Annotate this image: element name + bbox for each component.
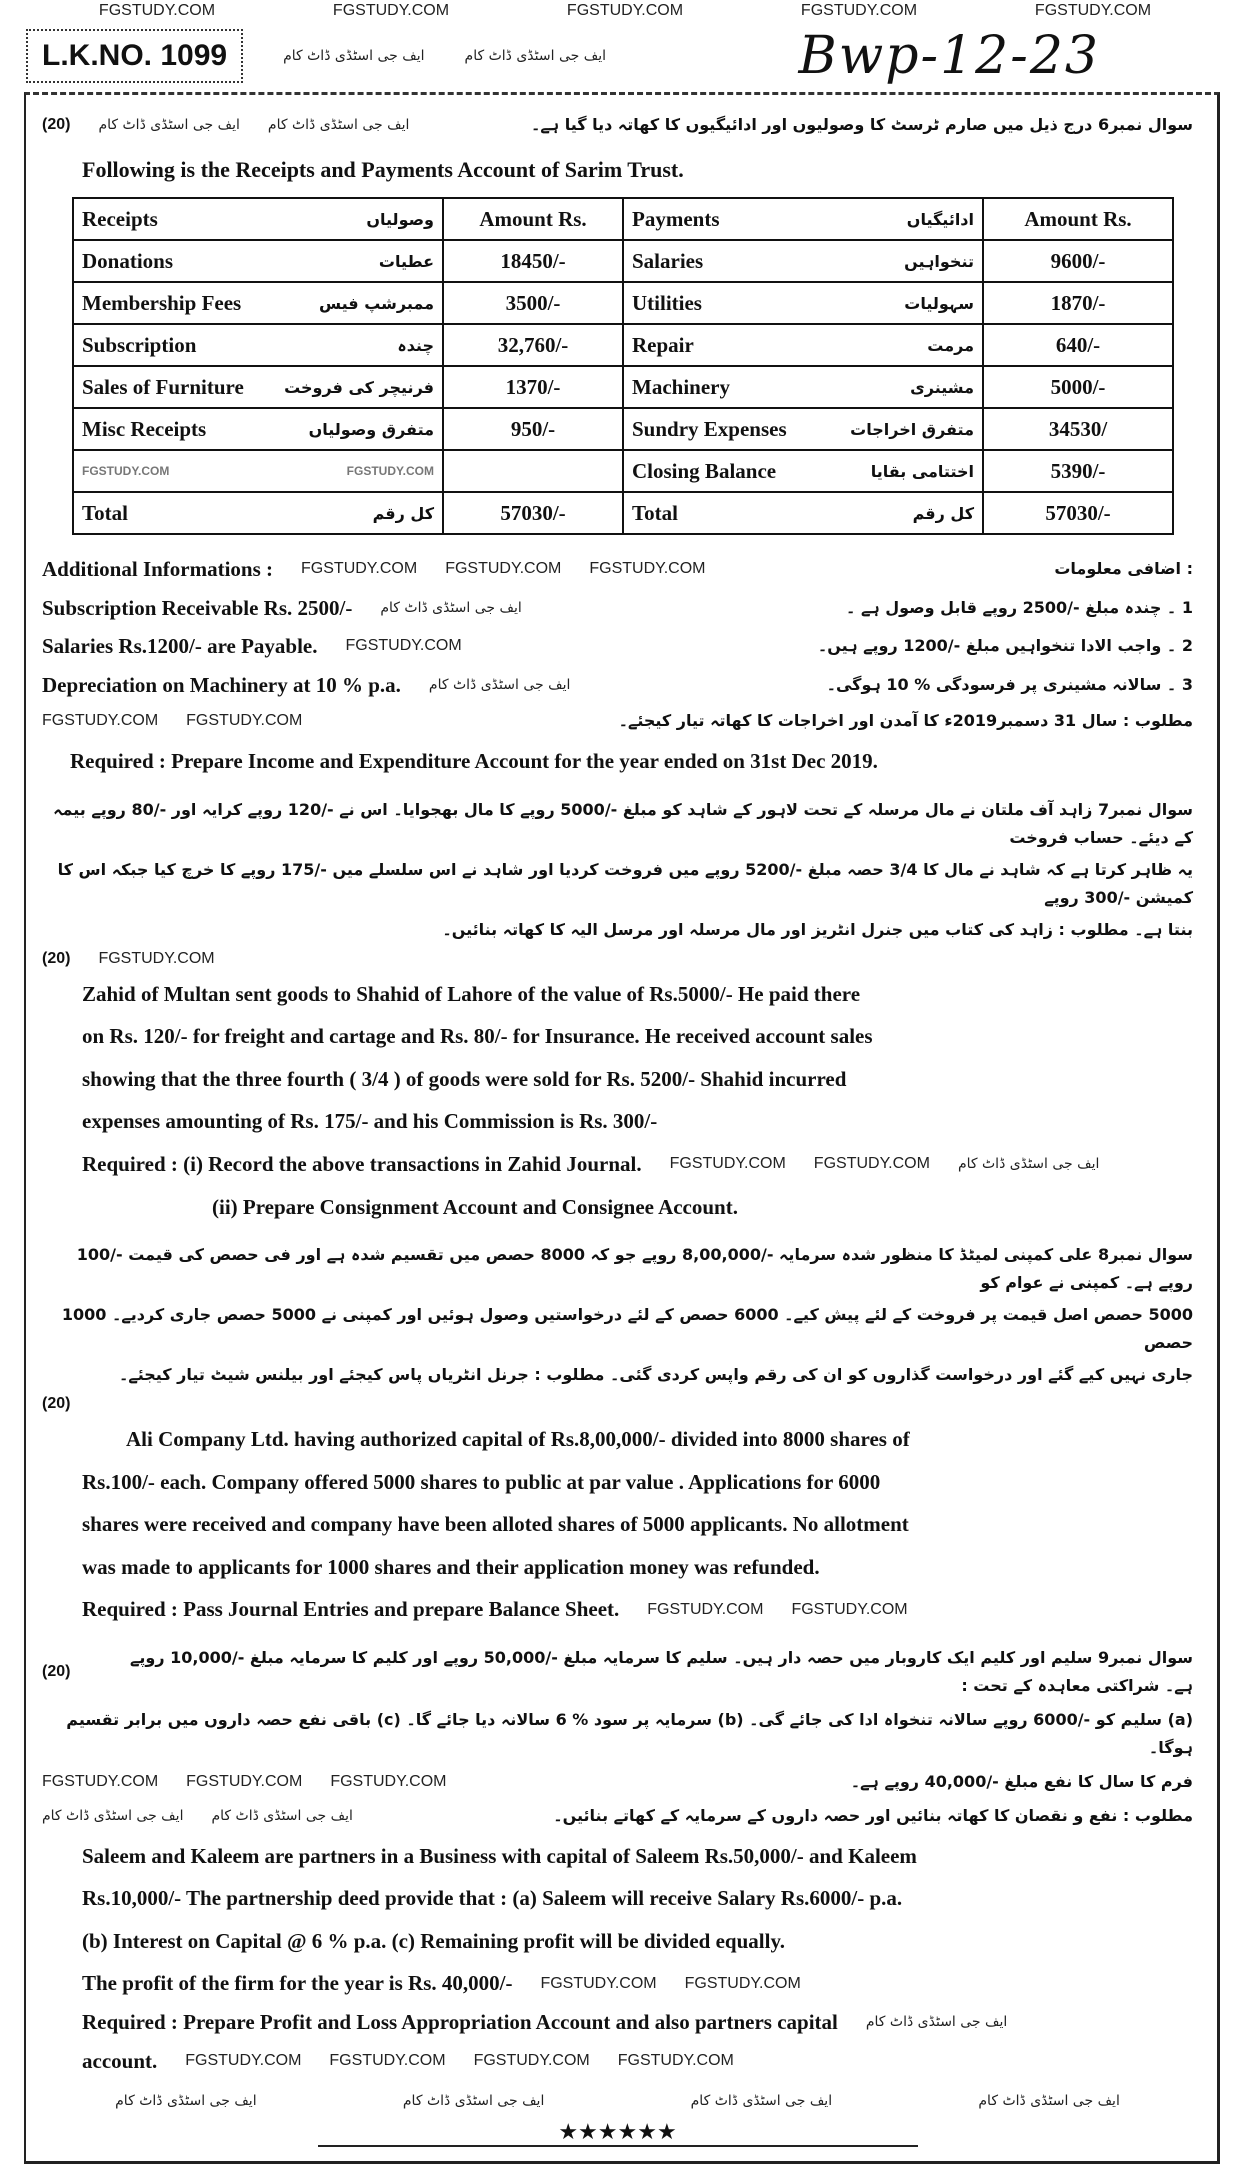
table-row [73, 240, 1173, 282]
urdu-watermark: ایف جی اسٹڈی ڈاٹ کام [957, 1156, 1100, 1173]
q9-urdu-line: سوال نمبر9 سلیم اور کلیم ایک کاروبار میں حصہ دار ہیں۔ سلیم کا سرمایہ مبلغ -/50,000 روپے اور کلیم کا سرمایہ مبلغ -/10,000 روپے ہے۔ شراکتی معاہدہ کے تحت : [129, 1647, 1193, 1695]
receipt-amount: 950/- [443, 408, 623, 450]
watermark: FGSTUDY.COM [540, 1974, 657, 1992]
watermark: FGSTUDY.COM [42, 1772, 159, 1790]
receipt-label: Sales of Furniture [82, 374, 244, 399]
urdu-watermark: ایف جی اسٹڈی ڈاٹ کام [402, 2093, 545, 2110]
q9-marks: (20) [42, 1662, 71, 1680]
receipt-label: Subscription [82, 332, 197, 357]
header-receipts-urdu: وصولیاں [366, 209, 434, 229]
receipts-total: 57030/- [443, 492, 623, 534]
footer-watermark-row [42, 2093, 1193, 2109]
payment-amount: 640/- [983, 324, 1173, 366]
payment-label-urdu: مشینری [910, 377, 974, 397]
question-frame [24, 92, 1220, 2164]
header-row [0, 20, 1250, 86]
watermark: FGSTUDY.COM [330, 1772, 447, 1790]
watermark: FGSTUDY.COM [82, 464, 170, 479]
payment-amount: 1870/- [983, 282, 1173, 324]
watermark: FGSTUDY.COM [346, 464, 434, 479]
table-row [73, 282, 1173, 324]
q6-required-urdu: مطلوب : سال 31 دسمبر2019ء کا آمدن اور اخراجات کا کھاتہ تیار کیجئے۔ [618, 711, 1193, 731]
watermark: FGSTUDY.COM [42, 712, 159, 730]
q8-urdu-line: 5000 حصص اصل قیمت پر فروخت کے لئے پیش کیے۔ 6000 حصص کے لئے درخواستیں وصول ہوئیں اور کمپنی نے 5000 حصص جاری کردیے۔ 1000 حصص [61, 1305, 1193, 1353]
q9-required: Required : Prepare Profit and Loss Appropriation Account and also partners capital [82, 2010, 838, 2035]
receipt-label: Membership Fees [82, 290, 242, 315]
info-row [42, 630, 1193, 663]
watermark: FGSTUDY.COM [301, 560, 418, 578]
q8-urdu-line: سوال نمبر8 علی کمپنی لمیٹڈ کا منظور شدہ سرمایہ -/8,00,000 روپے جو کہ 8000 حصص میں تقسیم شدہ ہے اور فی حصص کی قیمت -/100 روپے ہے۔ کمپنی نے عوام کو [76, 1245, 1193, 1293]
urdu-watermark: ایف جی اسٹڈی ڈاٹ کام [283, 48, 425, 64]
q7-text-line: showing that the three fourth ( 3/4 ) of goods were sold for Rs. 5200/- Shahid incurred [82, 1066, 847, 1091]
q7-text-line: expenses amounting of Rs. 175/- and his Commission is Rs. 300/- [82, 1109, 658, 1134]
q9-text-line: The profit of the firm for the year is Rs. 40,000/- [82, 1971, 513, 1996]
urdu-watermark: ایف جی اسٹڈی ڈاٹ کام [464, 48, 607, 64]
watermark: FGSTUDY.COM [589, 560, 706, 578]
total-label-urdu: کل رقم [372, 503, 434, 523]
header-amount: Amount Rs. [443, 198, 623, 240]
urdu-watermark: ایف جی اسٹڈی ڈاٹ کام [42, 1807, 184, 1824]
payment-label: Machinery [632, 374, 730, 399]
q8-text-line: Rs.100/- each. Company offered 5000 shares to public at par value . Applications for 6000 [82, 1469, 881, 1494]
urdu-watermark: ایف جی اسٹڈی ڈاٹ کام [211, 1807, 353, 1824]
watermark: FGSTUDY.COM [800, 2, 918, 19]
receipts-payments-table [72, 197, 1174, 535]
watermark: FGSTUDY.COM [185, 2051, 302, 2069]
q9-text-line: Saleem and Kaleem are partners in a Business with capital of Saleem Rs.50,000/- and Kaleem [82, 1843, 917, 1868]
watermark: FGSTUDY.COM [684, 1974, 801, 1992]
q6-required-urdu-row [42, 707, 1193, 735]
payment-amount: 9600/- [983, 240, 1173, 282]
q8-marks-row [42, 1395, 1193, 1413]
watermark: FGSTUDY.COM [98, 2, 216, 19]
table-row [73, 366, 1173, 408]
receipt-amount: 18450/- [443, 240, 623, 282]
payment-label-urdu: اختتامی بقایا [870, 461, 974, 481]
total-label: Total [632, 500, 678, 525]
additional-info-row [42, 553, 1193, 586]
watermark: FGSTUDY.COM [791, 1600, 908, 1618]
payments-total: 57030/- [983, 492, 1173, 534]
watermark: FGSTUDY.COM [647, 1600, 764, 1618]
urdu-watermark: ایف جی اسٹڈی ڈاٹ کام [978, 2093, 1120, 2110]
q9-urdu-required: مطلوب : نفع و نقصان کا کھاتہ بنائیں اور حصہ داروں کے سرمایہ کے کھاتے بنائیں۔ [553, 1805, 1193, 1825]
payment-label-urdu: متفرق اخراجات [850, 419, 974, 439]
additional-info-title: Additional Informations : [42, 557, 274, 582]
q6-title: Following is the Receipts and Payments Account of Sarim Trust. [82, 157, 684, 182]
q7-marks: (20) [42, 949, 71, 967]
roll-number-box [26, 29, 243, 83]
q9-urdu-line: فرم کا سال کا نفع مبلغ -/40,000 روپے ہے۔ [850, 1771, 1193, 1791]
handwritten-code: Bwp-12-23 [798, 26, 1100, 86]
q7-urdu-line: یہ ظاہر کرتا ہے کہ شاہد نے مال کا 3/4 حصہ مبلغ -/5200 روپے میں فروخت کردیا اور شاہد نے اس سلسلے میں -/175 روپے کا خرچ کیا جبکہ اس کا کمیشن -/300 روپے [57, 859, 1193, 907]
payment-label-urdu: سہولیات [904, 293, 974, 313]
urdu-watermark: ایف جی اسٹڈی ڈاٹ کام [267, 117, 410, 133]
watermark: FGSTUDY.COM [566, 2, 684, 19]
q7-section [42, 796, 1193, 1223]
watermark: FGSTUDY.COM [332, 2, 450, 19]
q7-urdu-line: سوال نمبر7 زاہد آف ملتان نے مال مرسلہ کے تحت لاہور کے شاہد کو مبلغ -/5000 روپے کا مال بھجوایا۔ اس نے -/120 روپے کرایہ اور -/80 روپے بیمہ کے دیئے۔ حساب فروخت [53, 799, 1193, 847]
info-item: Subscription Receivable Rs. 2500/- [42, 595, 353, 620]
watermark: FGSTUDY.COM [98, 949, 215, 967]
end-stars: ★★★★★★ [558, 2119, 677, 2145]
q9-required-row [82, 2006, 1193, 2039]
payment-label: Closing Balance [632, 458, 777, 483]
header-receipts: Receipts [82, 206, 158, 231]
q7-text-line: on Rs. 120/- for freight and cartage and Rs. 80/- for Insurance. He received account sales [82, 1024, 873, 1049]
q8-text-line: shares were received and company have been alloted shares of 5000 applicants. No allotment [82, 1512, 909, 1537]
watermark: FGSTUDY.COM [329, 2051, 446, 2069]
info-item-urdu: 2 ۔ واجب الادا تنخواہیں مبلغ -/1200 روپے ہیں۔ [817, 636, 1193, 656]
receipt-label-urdu: عطیات [378, 251, 434, 271]
receipt-label-urdu: متفرق وصولیاں [308, 419, 434, 439]
q7-urdu-line: بنتا ہے۔ مطلوب : زاہد کی کتاب میں جنرل انٹریز اور مال مرسلہ اور مرسل الیہ کا کھاتہ بنائیں۔ [442, 919, 1193, 939]
urdu-watermark: ایف جی اسٹڈی ڈاٹ کام [115, 2093, 257, 2110]
q9-text-line: (b) Interest on Capital @ 6 % p.a. (c) Remaining profit will be divided equally. [82, 1928, 786, 1953]
info-row [42, 669, 1193, 702]
q7-text-line: Zahid of Multan sent goods to Shahid of Lahore of the value of Rs.5000/- He paid there [82, 981, 861, 1006]
q7-required-row [82, 1148, 1193, 1181]
receipt-label-urdu: چندہ [397, 335, 434, 355]
q6-statement-row [42, 111, 1193, 139]
receipt-amount: 1370/- [443, 366, 623, 408]
receipt-label: Donations [82, 248, 174, 273]
q9-text-line: Rs.10,000/- The partnership deed provide that : (a) Saleem will receive Salary Rs.6000/- p.a. [82, 1886, 903, 1911]
table-total-row [73, 492, 1173, 534]
receipt-amount [443, 450, 623, 492]
payment-amount: 5000/- [983, 366, 1173, 408]
watermark: FGSTUDY.COM [473, 2051, 590, 2069]
end-divider [318, 2119, 918, 2147]
q9-watermark-row [42, 1768, 1193, 1796]
urdu-watermark: ایف جی اسٹڈی ڈاٹ کام [380, 599, 522, 616]
q8-urdu-line: جاری نہیں کیے گئے اور درخواست گذاروں کو ان کی رقم واپس کردی گئی۔ مطلوب : جرنل انٹریاں پاس کیجئے اور بیلنس شیٹ تیار کیجئے۔ [118, 1365, 1193, 1385]
watermark: FGSTUDY.COM [1034, 2, 1152, 19]
urdu-watermark: ایف جی اسٹڈی ڈاٹ کام [690, 2093, 833, 2110]
q9-profit-row [82, 1967, 1193, 2000]
payment-label: Utilities [632, 290, 702, 315]
watermark: FGSTUDY.COM [445, 560, 562, 578]
table-row [73, 408, 1173, 450]
additional-info-title-urdu: : اضافی معلومات [1054, 559, 1193, 579]
q6-required: Required : Prepare Income and Expenditure Account for the year ended on 31st Dec 2019. [70, 749, 878, 774]
info-item-urdu: 1 ۔ چندہ مبلغ -/2500 روپے قابل وصول ہے ۔ [846, 597, 1193, 617]
q6-marks: (20) [42, 116, 71, 133]
receipt-label-urdu: ممبرشپ فیس [319, 293, 434, 313]
total-label-urdu: کل رقم [912, 503, 974, 523]
payment-amount: 34530/ [983, 408, 1173, 450]
payment-amount: 5390/- [983, 450, 1173, 492]
watermark: FGSTUDY.COM [813, 1155, 930, 1173]
payment-label: Salaries [632, 248, 704, 273]
info-row [42, 592, 1193, 625]
receipt-amount: 3500/- [443, 282, 623, 324]
urdu-watermark: ایف جی اسٹڈی ڈاٹ کام [98, 117, 240, 133]
q8-section [42, 1241, 1193, 1626]
q9-required-cont: account. [82, 2048, 158, 2073]
q7-required-i: Required : (i) Record the above transactions in Zahid Journal. [82, 1152, 642, 1177]
receipt-amount: 32,760/- [443, 324, 623, 366]
watermark: FGSTUDY.COM [669, 1155, 786, 1173]
payment-label: Sundry Expenses [632, 416, 787, 441]
q8-marks: (20) [42, 1395, 71, 1413]
payment-label: Repair [632, 332, 694, 357]
table-header-row [73, 198, 1173, 240]
q9-urdu-line: (a) سلیم کو -/6000 روپے سالانہ تنخواہ ادا کی جائے گی۔ (b) سرمایہ پر سود % 6 سالانہ دیا جائے گا۔ (c) باقی نفع حصہ داروں میں برابر تقسیم ہوگا۔ [66, 1709, 1193, 1757]
payment-label-urdu: تنخواہیں [904, 251, 974, 271]
payment-label-urdu: مرمت [927, 335, 974, 355]
q9-section [42, 1644, 1193, 2077]
table-row [73, 450, 1173, 492]
q8-text-line: Ali Company Ltd. having authorized capital of Rs.8,00,000/- divided into 8000 shares of [126, 1427, 910, 1452]
table-row [73, 324, 1173, 366]
header-payments-urdu: ادائیگیاں [906, 209, 974, 229]
receipt-label: Misc Receipts [82, 416, 207, 441]
q7-marks-row [42, 950, 1193, 968]
q9-required-urdu-row [42, 1802, 1193, 1830]
receipt-label-urdu: فرنیچر کی فروخت [284, 377, 434, 397]
q6-urdu-statement: سوال نمبر6 درج ذیل میں صارم ٹرسٹ کا وصولیوں اور ادائیگیوں کا کھاتہ دیا گیا ہے۔ [531, 115, 1193, 134]
info-item-urdu: 3 ۔ سالانہ مشینری پر فرسودگی % 10 ہوگی۔ [826, 675, 1193, 694]
watermark: FGSTUDY.COM [186, 1772, 303, 1790]
top-watermark-row [0, 0, 1250, 20]
q9-required-cont-row [82, 2045, 1193, 2078]
q7-required-ii: (ii) Prepare Consignment Account and Consignee Account. [212, 1194, 738, 1219]
watermark: FGSTUDY.COM [617, 2051, 734, 2069]
watermark: FGSTUDY.COM [345, 637, 462, 655]
info-item: Salaries Rs.1200/- are Payable. [42, 634, 318, 659]
urdu-watermark: ایف جی اسٹڈی ڈاٹ کام [865, 2014, 1008, 2031]
header-payments: Payments [632, 206, 720, 231]
total-label: Total [82, 500, 128, 525]
roll-number: L.K.NO. 1099 [42, 39, 228, 72]
q8-required-row [82, 1593, 1193, 1626]
q8-required: Required : Pass Journal Entries and prepare Balance Sheet. [82, 1597, 620, 1622]
q9-statement-row [42, 1644, 1193, 1700]
q8-text-line: was made to applicants for 1000 shares and their application money was refunded. [82, 1554, 820, 1579]
header-amount: Amount Rs. [983, 198, 1173, 240]
urdu-watermark: ایف جی اسٹڈی ڈاٹ کام [428, 677, 571, 693]
watermark: FGSTUDY.COM [186, 712, 303, 730]
info-item: Depreciation on Machinery at 10 % p.a. [42, 672, 401, 697]
